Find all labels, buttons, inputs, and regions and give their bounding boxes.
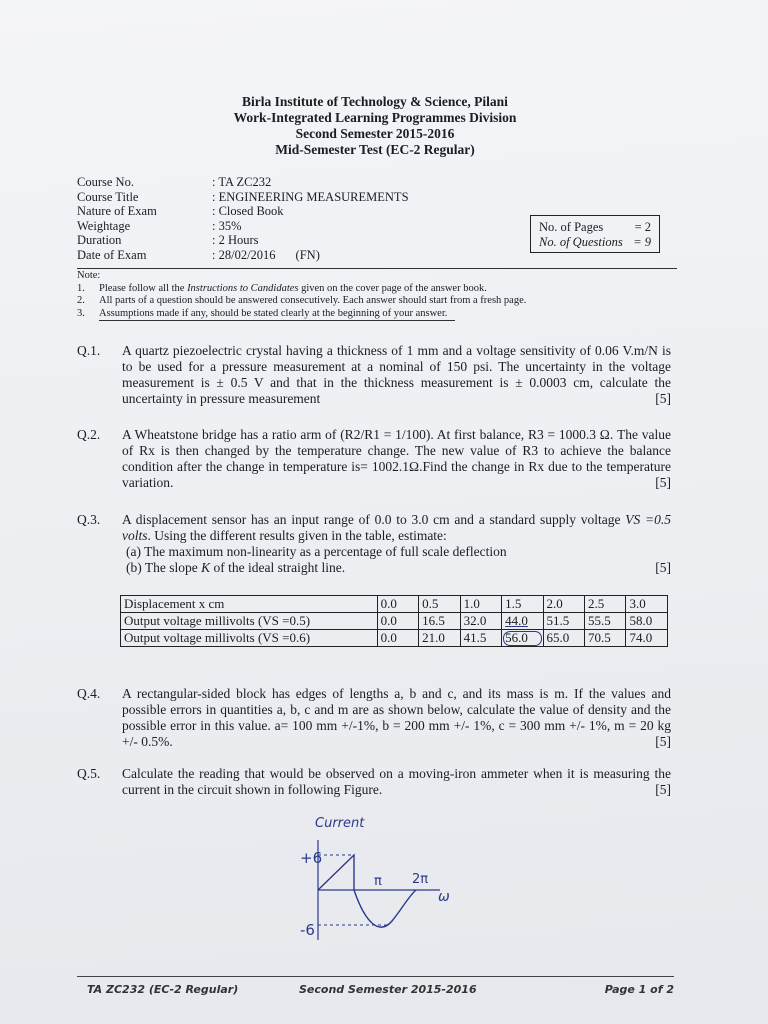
- question-4: [77, 686, 671, 750]
- institute-name: Birla Institute of Technology & Science, Pilani: [242, 94, 508, 109]
- table-cell: 16.5: [419, 613, 460, 630]
- question-number: Q.4.: [77, 686, 101, 701]
- table-row: [121, 596, 668, 613]
- marks: [5]: [655, 475, 671, 490]
- table-cell: 58.0: [626, 613, 668, 630]
- figure-label-current: Current: [315, 816, 365, 831]
- question-number: Q.2.: [77, 427, 101, 442]
- table-cell: 0.0: [377, 630, 418, 647]
- meta-row: Nature of Exam : Closed Book: [77, 204, 284, 218]
- part-b: (b) The slope K of the ideal straight line. [5]: [126, 560, 671, 575]
- table-cell: Output voltage millivolts (VS =0.5): [121, 613, 378, 630]
- note-item: 1. Please follow all the Instructions to Candidates given on the cover page of the answer book.: [77, 282, 487, 294]
- question-1: [77, 343, 671, 407]
- question-text: Calculate the reading that would be observed on a moving-iron ammeter when it is measuring the current in the circuit shown in following Figure.: [122, 766, 671, 797]
- meta-row: Duration : 2 Hours: [77, 233, 259, 247]
- figure-label-neg: -6: [300, 921, 315, 939]
- meta-row: Course No. : TA ZC232: [77, 175, 272, 189]
- marks: [5]: [655, 734, 671, 749]
- pages-questions-box: No. of Pages = 2 No. of Questions = 9: [530, 215, 660, 253]
- table-cell: 0.0: [377, 596, 418, 613]
- notes: [77, 270, 677, 321]
- question-2: [77, 427, 671, 491]
- meta-row: Course Title : ENGINEERING MEASUREMENTS: [77, 189, 409, 204]
- table-row: [121, 630, 668, 647]
- question-text: A rectangular-sided block has edges of lengths a, b and c, and its mass is m. If the values and possible errors in quantities a, b, c and m are as shown below, calculate the value of density and the possible error in this value. a= 100 mm +/-1%, b = 200 mm +/- 1%, c = 300 mm +/- 1%, m = 20 kg +/- 0.5%.: [122, 686, 671, 749]
- table-row: [121, 613, 668, 630]
- marks: [5]: [655, 391, 671, 406]
- note-item: 2. All parts of a question should be answered consecutively. Each answer should start from a fresh page.: [77, 295, 527, 306]
- question-text: A Wheatstone bridge has a ratio arm of (R2/R1 = 1/100). At first balance, R3 = 1000.3 Ω. The value of Rx is then changed by the temperature change. The new value of R3 to achieve the balance condition after the change in temperature is= 1002.1Ω.Find the change in Rx due to the temperature variation.: [122, 427, 671, 490]
- exam-header: [150, 94, 600, 158]
- page-number: Page 1 of 2: [604, 983, 674, 996]
- part-a: (a) The maximum non-linearity as a percentage of full scale deflection: [126, 544, 507, 559]
- current-waveform-figure: [270, 805, 470, 945]
- meta-row: Weightage : 35%: [77, 218, 242, 233]
- note-title: Note:: [77, 270, 101, 281]
- table-cell: 32.0: [460, 613, 501, 630]
- table-cell: Displacement x cm: [121, 596, 378, 613]
- question-number: Q.5.: [77, 766, 101, 781]
- question-3: Q.3. A displacement sensor has an input range of 0.0 to 3.0 cm and a standard supply voltage VS =0.5 volts. Using the different results given in the table, estimate: (a) The maximum non-linearity as a percentage of full scale deflection (b) The slope K of the ideal straight line. [5]: [77, 512, 672, 575]
- semester: Second Semester 2015-2016: [295, 126, 455, 141]
- marks: [5]: [655, 560, 671, 575]
- table-cell: 65.0: [543, 630, 584, 647]
- table-cell: 0.0: [377, 613, 418, 630]
- question-text: A displacement sensor has an input range of 0.0 to 3.0 cm and a standard supply voltage: [122, 512, 621, 527]
- footer-semester: Second Semester 2015-2016: [299, 983, 477, 996]
- supply-voltage: VS =0.5 volts: [122, 512, 672, 543]
- footer-course: TA ZC232 (EC-2 Regular): [87, 983, 239, 996]
- table-cell: 51.5: [543, 613, 584, 630]
- table-cell: 3.0: [626, 596, 668, 613]
- table-cell: 1.5: [502, 596, 543, 613]
- figure-label-pos: +6: [300, 849, 323, 867]
- figure-label-omega: ω: [438, 889, 450, 905]
- table-cell: 0.5: [419, 596, 460, 613]
- table-cell: 21.0: [419, 630, 460, 647]
- table-cell: 2.0: [543, 596, 584, 613]
- table-cell: 74.0: [626, 630, 668, 647]
- marks: [5]: [655, 782, 671, 797]
- footer-divider: [77, 976, 674, 977]
- table-cell: 56.0: [502, 630, 543, 647]
- question-5: [77, 766, 671, 798]
- question-number: Q.1.: [77, 343, 101, 358]
- figure-label-2pi: 2π: [412, 872, 429, 887]
- data-table: [120, 595, 668, 647]
- table-cell: 41.5: [460, 630, 501, 647]
- table-cell: 44.0: [502, 613, 543, 630]
- ramp-segment: [318, 855, 354, 890]
- table-cell: 70.5: [585, 630, 626, 647]
- divider: [77, 268, 677, 269]
- note-item: 3. Assumptions made if any, should be stated clearly at the beginning of your answer.: [77, 308, 677, 322]
- table-cell: Output voltage millivolts (VS =0.6): [121, 630, 378, 647]
- table-cell: 1.0: [460, 596, 501, 613]
- division-name: Work-Integrated Learning Programmes Division: [233, 110, 517, 125]
- sine-segment: [354, 890, 416, 927]
- question-number: Q.3.: [77, 512, 101, 527]
- meta-row: Date of Exam : 28/02/2016 (FN): [77, 247, 320, 262]
- table-cell: 2.5: [585, 596, 626, 613]
- question-text: A quartz piezoelectric crystal having a thickness of 1 mm and a voltage sensitivity of 0.06 V.m/N is to be used for a pressure measurement at a nominal of 150 psi. The uncertainty in the voltage measurement is ± 0.5 V and that in the thickness measurement is ± 0.0003 cm, calculate the uncertainty in pressure measurement: [122, 343, 671, 406]
- table-cell: 55.5: [585, 613, 626, 630]
- figure-label-pi: π: [374, 874, 382, 889]
- test-title: Mid-Semester Test (EC-2 Regular): [275, 142, 475, 157]
